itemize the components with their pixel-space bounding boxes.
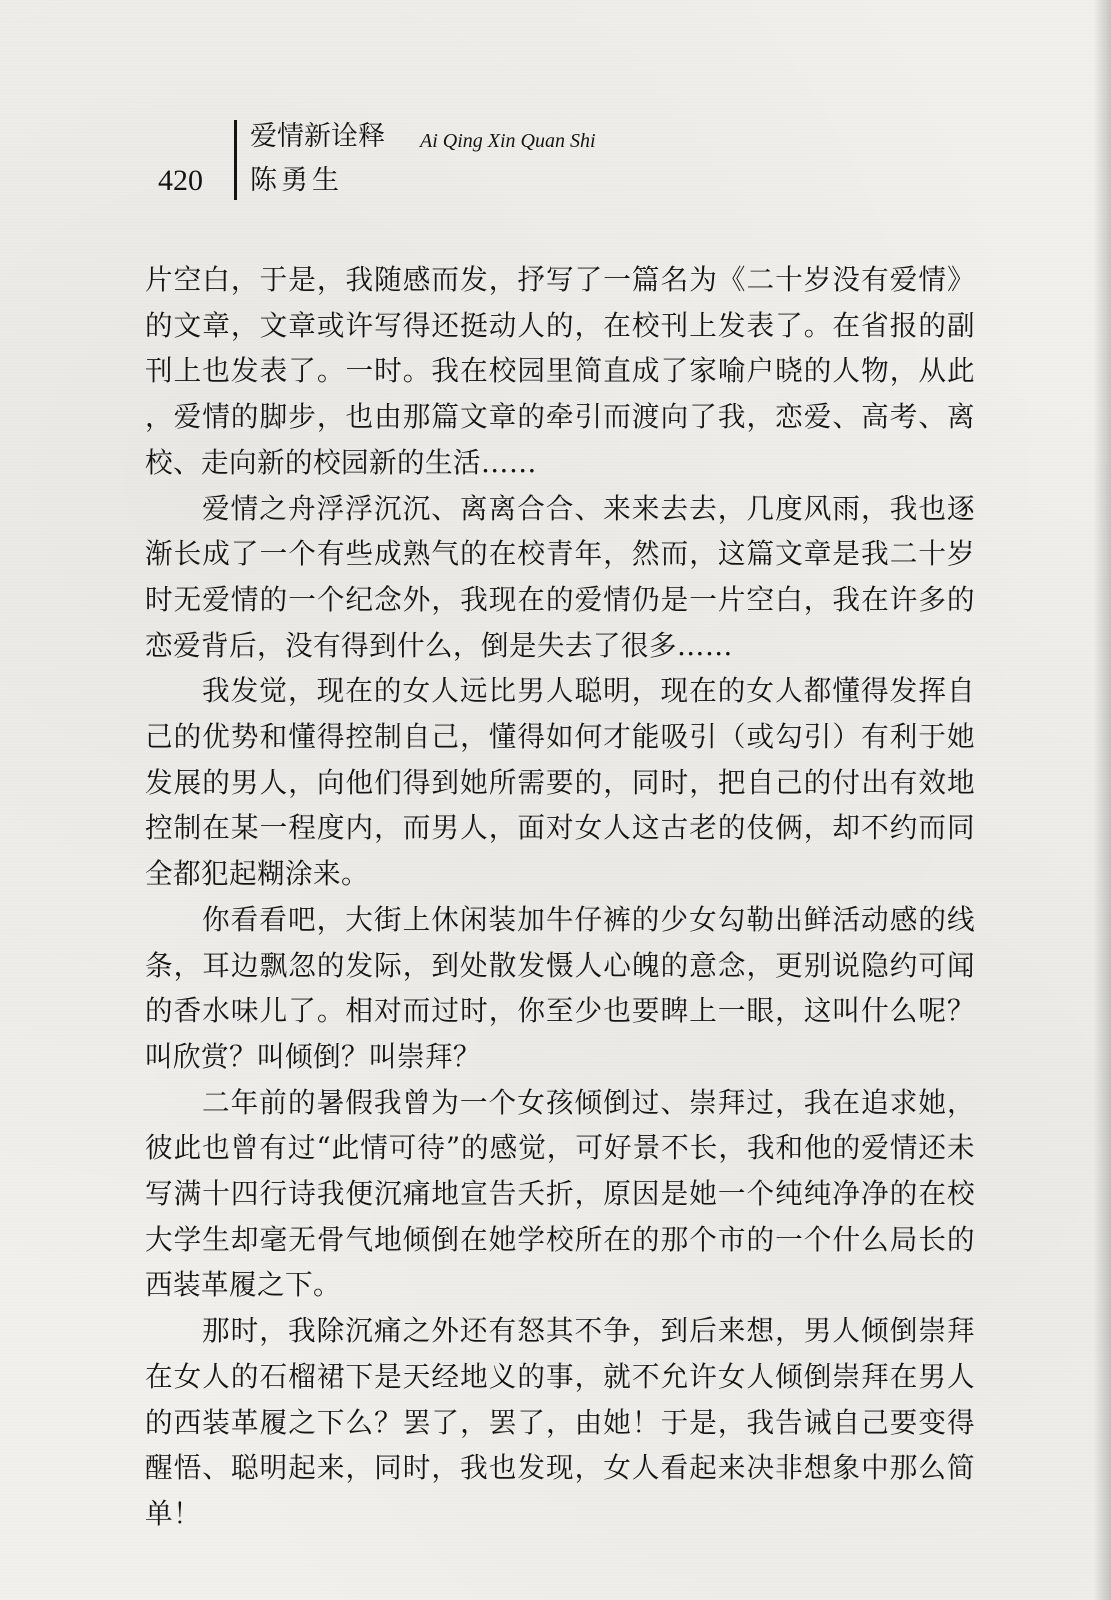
paragraph-1: 片空白，于是，我随感而发，抒写了一篇名为《二十岁没有爱情》的文章，文章或许写得还挺动人的，在校刊上发表了。在省报的副刊上也发表了。一时。我在校园里简直成了家喻户晓的人物，从此，爱情的脚步，也由那篇文章的牵引而渡向了我，恋爱、高考、离校、走向新的校园新的生活…… [145, 263, 975, 479]
paragraph-2: 爱情之舟浮浮沉沉、离离合合、来来去去，几度风雨，我也逐渐长成了一个有些成熟气的在校青年，然而，这篇文章是我二十岁时无爱情的一个纪念外，我现在的爱情仍是一片空白，我在许多的恋爱背后，没有得到什么，倒是失去了很多…… [145, 491, 975, 662]
page-edge-shadow [1093, 0, 1111, 1600]
book-title: 爱情新诠释 [250, 121, 385, 152]
paragraph-4: 你看看吧，大街上休闲装加牛仔裤的少女勾勒出鲜活动感的线条，耳边飘忽的发际，到处散发慑人心魄的意念，更别说隐约可闻的香水味儿了。相对而过时，你至少也要睥上一眼，这叫什么呢？叫欣赏？叫倾倒？叫崇拜？ [145, 902, 975, 1073]
paragraph-3: 我发觉，现在的女人远比男人聪明，现在的女人都懂得发挥自己的优势和懂得控制自己，懂得如何才能吸引（或勾引）有利于她发展的男人，向他们得到她所需要的，同时，把自己的付出有效地控制在某一程度内，而男人，面对女人这古老的伎俩，却不约而同全都犯起糊涂来。 [145, 674, 975, 891]
page-number: 420 [158, 164, 203, 197]
book-title-pinyin: Ai Qing Xin Quan Shi [420, 130, 596, 152]
author-name: 陈勇生 [250, 165, 343, 196]
body-text [145, 257, 975, 1537]
paragraph-6: 那时，我除沉痛之外还有怒其不争，到后来想，男人倾倒崇拜在女人的石榴裙下是天经地义的事，就不允许女人倾倒崇拜在男人的西装革履之下么？罢了，罢了，由她！于是，我告诫自己要变得醒悟、聪明起来，同时，我也发现，女人看起来决非想象中那么简单！ [145, 1314, 975, 1530]
header-divider [234, 120, 237, 200]
paragraph-5: 二年前的暑假我曾为一个女孩倾倒过、崇拜过，我在追求她，彼此也曾有过“此情可待”的感觉，可好景不长，我和他的爱情还未写满十四行诗我便沉痛地宣告夭折，原因是她一个纯纯净净的在校大学生却毫无骨气地倾倒在她学校所在的那个市的一个什么局长的西装革履之下。 [145, 1085, 975, 1302]
running-header [150, 118, 710, 204]
